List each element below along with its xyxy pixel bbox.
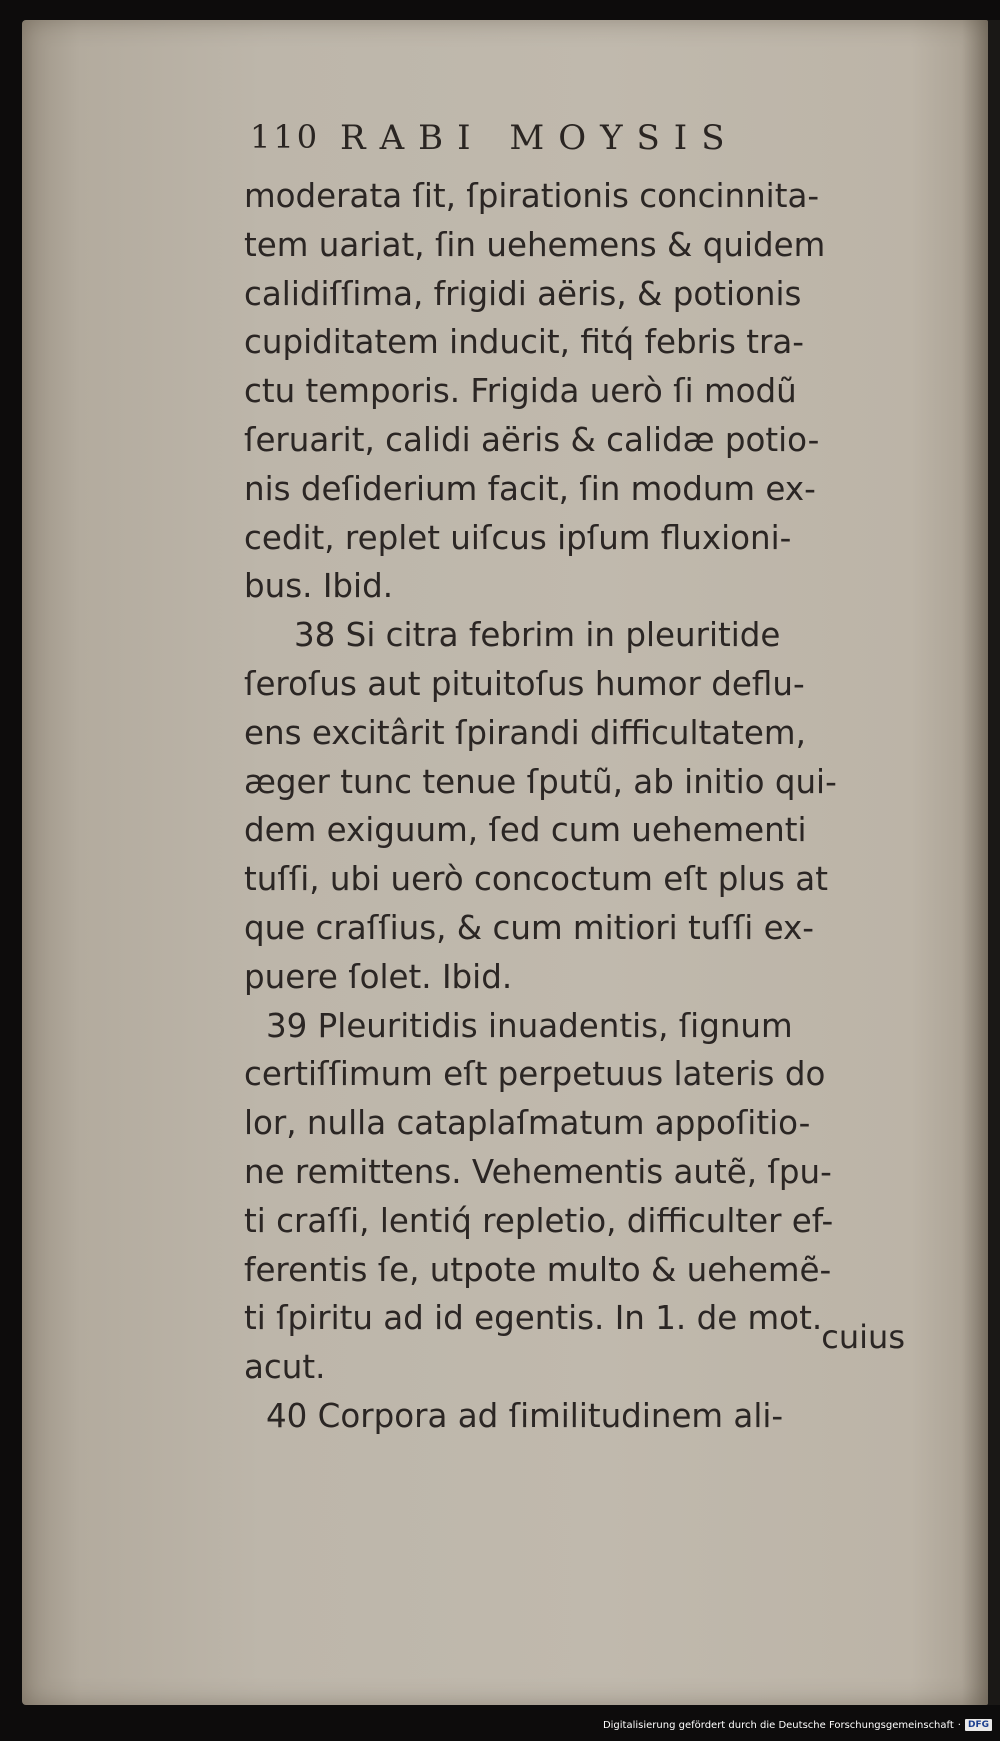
text-line: æger tunc tenue ſputũ, ab initio qui- <box>244 762 837 801</box>
text-line: calidiſſima, frigidi aëris, & potionis <box>244 274 802 313</box>
text-line: ti craſſi, lentiq́ repletio, difficulter ef- <box>244 1201 834 1240</box>
text-line: puere ſolet. Ibid. <box>244 957 513 996</box>
text-line: cupiditatem inducit, fitq́ febris tra- <box>244 323 804 362</box>
text-line: nis deſiderium facit, ſin modum ex- <box>244 469 816 508</box>
text-line: ſeroſus aut pituitoſus humor deflu- <box>244 664 805 703</box>
text-line: ctu temporis. Frigida uerò ſi modũ <box>244 372 797 411</box>
text-line: moderata ſit, ſpirationis concinnita- <box>244 177 820 215</box>
credit-text: Digitalisierung gefördert durch die Deutsche Forschungsgemeinschaft <box>602 1719 954 1731</box>
page-edge-shading <box>962 20 988 1705</box>
text-line: ſeruarit, calidi aëris & calidæ potio- <box>244 420 820 459</box>
page-number: 110 <box>250 118 321 156</box>
text-line: certiſſimum eſt perpetuus lateris do <box>244 1055 826 1094</box>
text-line: ferentis ſe, utpote multo & uehemẽ- <box>244 1250 832 1289</box>
text-line: cedit, replet uiſcus ipſum fluxioni- <box>244 518 792 557</box>
text-line: acut. <box>244 1348 326 1387</box>
text-line: tuſſi, ubi uerò concoctum eſt plus at <box>244 860 828 899</box>
paragraph-start-39: 39 Pleuritidis inuadentis, ſignum <box>266 1006 793 1045</box>
text-line: bus. Ibid. <box>244 567 394 606</box>
catchword: cuius <box>821 1318 905 1356</box>
paragraph-start-40: 40 Corpora ad ſimilitudinem ali- <box>266 1396 784 1435</box>
text-line: tem uariat, ſin uehemens & quidem <box>244 225 826 264</box>
digitization-credit <box>603 1714 992 1736</box>
text-line: que craſſius, & cum mitiori tuſſi ex- <box>244 908 814 947</box>
text-line: lor, nulla cataplaſmatum appoſitio- <box>244 1104 811 1143</box>
text-line: dem exiguum, ſed cum uehementi <box>244 811 807 850</box>
binding-shadow <box>988 20 1000 1705</box>
dfg-logo: DFG <box>965 1719 992 1731</box>
body-text <box>244 172 934 1441</box>
text-line: ti ſpiritu ad id egentis. In 1. de mot. <box>244 1299 823 1338</box>
running-head <box>250 118 810 168</box>
text-line: ens excitârit ſpirandi difficultatem, <box>244 713 806 752</box>
running-title: RABI MOYSIS <box>340 118 739 158</box>
paragraph-start-38: 38 Si citra febrim in pleuritide <box>294 616 781 655</box>
text-line: ne remittens. Vehementis autẽ, ſpu- <box>244 1152 832 1191</box>
separator: · <box>957 1719 961 1731</box>
